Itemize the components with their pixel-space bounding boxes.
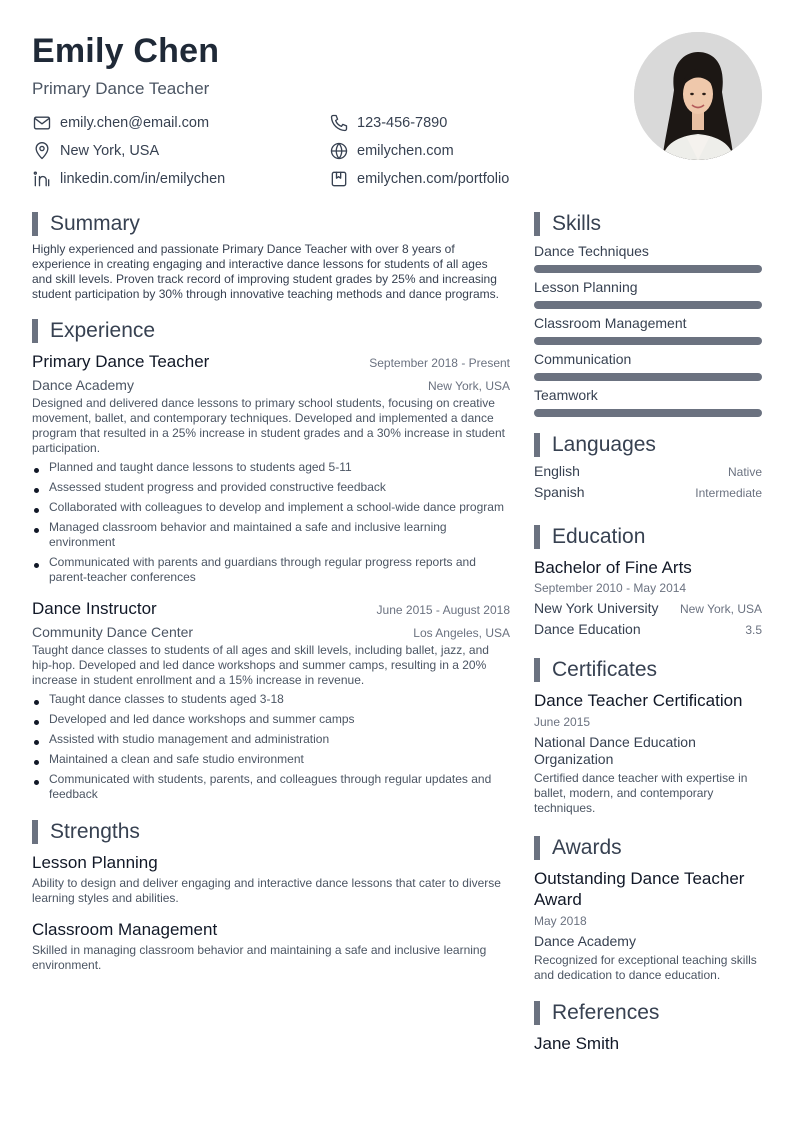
strength-title: Classroom Management (32, 920, 218, 939)
job-bullets (32, 460, 510, 585)
award-entry (534, 868, 762, 983)
skill-level-bar (534, 373, 762, 381)
section-accent-bar (32, 820, 38, 844)
contact-list (32, 112, 552, 189)
job-bullet: Collaborated with colleagues to develop and implement a school-wide dance program (32, 500, 510, 515)
skill-level-bar (534, 337, 762, 345)
job-bullet: Developed and led dance workshops and summer camps (32, 712, 510, 727)
language-name: English (534, 463, 580, 479)
contact-website-text: emilychen.com (357, 142, 454, 159)
contact-website[interactable] (329, 140, 552, 161)
contact-phone-text: 123-456-7890 (357, 114, 448, 131)
phone-icon (329, 113, 349, 133)
awards-heading (534, 836, 762, 860)
certificate-entry (534, 690, 762, 816)
language-name: Spanish (534, 484, 585, 500)
job-bullet: Communicated with parents and guardians through regular progress reports and parent-teacher conferences (32, 555, 510, 585)
resume-header (32, 30, 592, 100)
strengths-heading (32, 820, 510, 844)
education-location: New York, USA (679, 602, 762, 616)
right-column (534, 212, 762, 1054)
profile-photo (634, 32, 762, 160)
languages-title: Languages (552, 433, 656, 456)
skill-level-bar (534, 265, 762, 273)
skill-name: Classroom Management (534, 315, 687, 331)
job-bullet: Planned and taught dance lessons to students aged 5-11 (32, 460, 510, 475)
skills-heading (534, 212, 762, 236)
profile-portrait-image (634, 32, 762, 160)
skill-level-bar (534, 409, 762, 417)
job-company: Community Dance Center (32, 624, 194, 640)
job-bullets (32, 692, 510, 802)
certificates-title: Certificates (552, 658, 658, 681)
education-entry (534, 557, 762, 638)
job-bullet: Maintained a clean and safe studio environment (32, 752, 510, 767)
candidate-role: Primary Dance Teacher (32, 79, 210, 98)
mail-icon (32, 113, 52, 133)
job-bullet: Assessed student progress and provided constructive feedback (32, 480, 510, 495)
job-location: Los Angeles, USA (413, 626, 510, 640)
contact-email[interactable] (32, 112, 329, 133)
linkedin-icon (32, 169, 52, 189)
award-text: Recognized for exceptional teaching skills and dedication to dance education. (534, 953, 757, 982)
section-accent-bar (534, 658, 540, 682)
awards-title: Awards (552, 836, 622, 859)
award-name: Outstanding Dance Teacher Award (534, 869, 745, 909)
strength-item (32, 919, 510, 973)
language-row (534, 463, 762, 484)
left-column (32, 212, 510, 973)
experience-title: Experience (50, 319, 156, 342)
summary-text: Highly experienced and passionate Primary Dance Teacher with over 8 years of experience in creating engaging and interactive dance lessons for students of all ages and skill levels. Proven track record of improving student grades by 25% and increasing student participation by 30% through innovative teaching methods and dance programs. (32, 242, 499, 301)
section-accent-bar (32, 319, 38, 343)
strength-text: Skilled in managing classroom behavior and maintaining a safe and inclusive learning environment. (32, 943, 487, 972)
languages-list (534, 463, 762, 505)
contact-portfolio-text: emilychen.com/portfolio (357, 170, 510, 187)
job-title: Dance Instructor (32, 599, 157, 618)
strength-item (32, 852, 510, 906)
skill-name: Lesson Planning (534, 279, 638, 295)
language-row (534, 484, 762, 505)
contact-location (32, 140, 329, 161)
job-description: Designed and delivered dance lessons to primary school students, focusing on creative movement, ballet, and contemporary techniques. Developed and implemented a dance program that resulted in a 25% increase in student grades and a 30% increase in student participation. (32, 396, 505, 455)
globe-icon (329, 141, 349, 161)
award-issuer: Dance Academy (534, 933, 636, 949)
education-heading (534, 525, 762, 549)
job-dates: June 2015 - August 2018 (376, 603, 510, 617)
certificate-text: Certified dance teacher with expertise in ballet, modern, and contemporary techniques. (534, 771, 748, 815)
job-bullet: Managed classroom behavior and maintained a safe and inclusive learning environment (32, 520, 510, 550)
job-location: New York, USA (427, 379, 510, 393)
summary-title: Summary (50, 212, 140, 235)
strength-text: Ability to design and deliver engaging and interactive dance lessons that cater to diverse learning styles and abilities. (32, 876, 501, 905)
education-dates: September 2010 - May 2014 (534, 581, 687, 595)
section-accent-bar (534, 433, 540, 457)
contact-phone[interactable] (329, 112, 552, 133)
contact-location-text: New York, USA (60, 142, 160, 159)
education-title: Education (552, 525, 646, 548)
certificate-issuer: National Dance Education Organization (534, 734, 696, 767)
references-title: References (552, 1001, 660, 1024)
job-bullet: Communicated with students, parents, and colleagues through regular updates and feedback (32, 772, 510, 802)
strength-title: Lesson Planning (32, 853, 158, 872)
education-school: New York University (534, 600, 659, 616)
contact-portfolio[interactable] (329, 168, 552, 189)
summary-heading (32, 212, 510, 236)
contact-linkedin[interactable] (32, 168, 329, 189)
section-accent-bar (534, 836, 540, 860)
skills-list (534, 242, 762, 417)
language-level: Native (727, 465, 762, 479)
candidate-name: Emily Chen (32, 32, 220, 70)
job-bullet: Taught dance classes to students aged 3-18 (32, 692, 510, 707)
section-accent-bar (32, 212, 38, 236)
reference-name: Jane Smith (534, 1034, 620, 1053)
skill-name: Dance Techniques (534, 243, 649, 259)
education-gpa: 3.5 (745, 623, 762, 637)
job-entry (32, 351, 510, 585)
portfolio-icon (329, 169, 349, 189)
job-title: Primary Dance Teacher (32, 352, 210, 371)
section-accent-bar (534, 212, 540, 236)
certificates-heading (534, 658, 762, 682)
language-level: Intermediate (695, 486, 762, 500)
job-description: Taught dance classes to students of all ages and skill levels, including ballet, jazz, and hip-hop. Developed and led dance workshops and summer camps, resulting in a 20% increase in student enrollment and a 15% increase in revenue. (32, 643, 489, 687)
strengths-title: Strengths (50, 820, 140, 843)
job-company: Dance Academy (32, 377, 134, 393)
education-field: Dance Education (534, 621, 641, 637)
job-entry (32, 598, 510, 802)
job-dates: September 2018 - Present (369, 356, 510, 370)
certificate-name: Dance Teacher Certification (534, 691, 743, 710)
section-accent-bar (534, 525, 540, 549)
references-heading (534, 1001, 762, 1025)
section-accent-bar (534, 1001, 540, 1025)
award-date: May 2018 (534, 914, 587, 928)
contact-email-text: emily.chen@email.com (60, 114, 210, 131)
experience-heading (32, 319, 510, 343)
skills-title: Skills (552, 212, 602, 235)
contact-linkedin-text: linkedin.com/in/emilychen (60, 170, 226, 187)
location-pin-icon (32, 141, 52, 161)
education-degree: Bachelor of Fine Arts (534, 558, 692, 577)
certificate-date: June 2015 (534, 715, 591, 729)
skill-name: Teamwork (534, 387, 598, 403)
job-bullet: Assisted with studio management and administration (32, 732, 510, 747)
languages-heading (534, 433, 762, 457)
skill-level-bar (534, 301, 762, 309)
skill-name: Communication (534, 351, 632, 367)
